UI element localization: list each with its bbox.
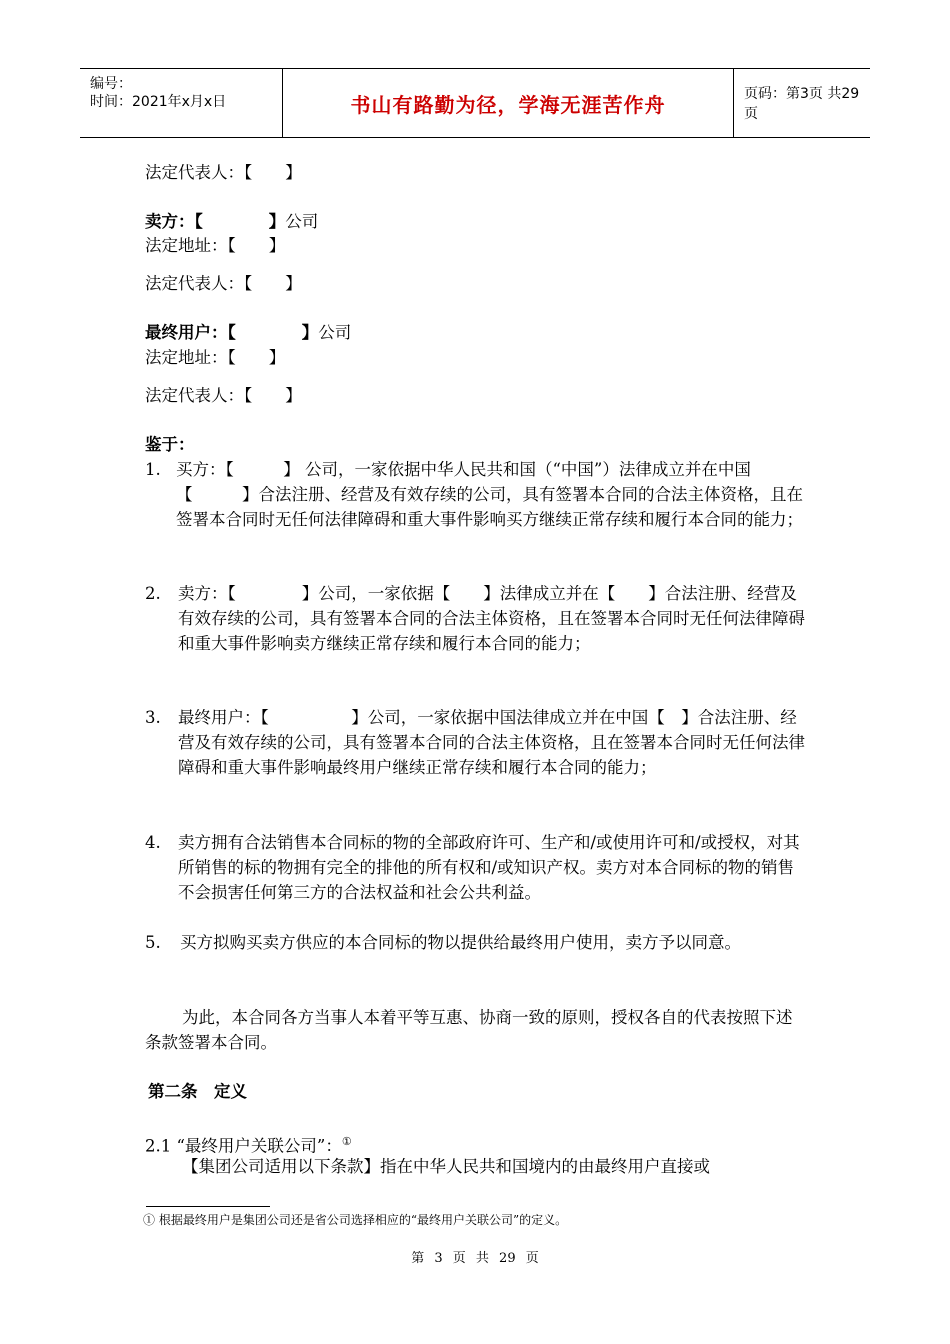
enduser-title: 最终用户：【 】 [145,323,319,342]
enduser-address: 法定地址：【 】 [145,348,286,367]
header-page-cell [734,69,870,137]
whereas-item-text: 买方：【 】 公司，一家依据中华人民共和国（“中国”）法律成立并在中国【 】合法注册、经营及有效存续的公司，具有签署本合同的合法主体资格，且在签署本合同时无任何法律障碍和重大事件影响买方继续正常存续和履行本合同的能力； [176,460,803,529]
enduser-legal-rep: 法定代表人：【 】 [145,386,302,405]
whereas-item-text: 买方拟购买卖方供应的本合同标的物以提供给最终用户使用，卖方予以同意。 [180,933,741,952]
whereas-heading: 鉴于： [145,435,195,454]
whereas-item-text: 卖方：【 】公司，一家依据【 】法律成立并在【 】合法注册、经营及有效存续的公司，具有签署本合同的合法主体资格，且在签署本合同时无任何法律障碍和重大事件影响卖方继续正常存续和履行本合同的能力； [178,584,805,653]
footnote-separator [146,1206,270,1207]
closing-paragraph: 为此，本合同各方当事人本着平等互惠、协商一致的原则，授权各自的代表按照下述条款签署本合同。 [145,1008,793,1052]
document-date: 时间：2021年x月x日 [90,94,227,110]
whereas-item-number: 5. [145,933,161,952]
buyer-legal-rep: 法定代表人：【 】 [145,163,302,182]
whereas-item-text: 卖方拥有合法销售本合同标的物的全部政府许可、生产和/或使用许可和/或授权，对其所销售的标的物拥有完全的排他的所有权和/或知识产权。卖方对本合同标的物的销售不会损害任何第三方的合法权益和社会公共利益。 [178,833,800,902]
footnote-text: ① 根据最终用户是集团公司还是省公司选择相应的“最终用户关联公司”的定义。 [143,1213,568,1227]
article-heading: 第二条 定义 [148,1082,247,1101]
clause-text: 【集团公司适用以下条款】指在中华人民共和国境内的由最终用户直接或 [182,1157,710,1176]
whereas-item-text: 最终用户：【 】公司，一家依据中国法律成立并在中国【 】合法注册、经营及有效存续的公司，具有签署本合同的合法主体资格，且在签署本合同时无任何法律障碍和重大事件影响最终用户继续正常存续和履行本合同的能力； [178,708,805,777]
whereas-item-number: 1. [145,460,161,479]
whereas-item-number: 2. [145,584,161,603]
whereas-item-number: 4. [145,833,161,852]
seller-legal-rep: 法定代表人：【 】 [145,274,302,293]
seller-suffix: 公司 [285,212,319,231]
seller-title: 卖方：【 】 [145,212,286,231]
seller-address: 法定地址：【 】 [145,236,286,255]
header-motto: 书山有路勤为径，学海无涯苦作舟 [350,92,666,117]
page-footer: 第 3 页 共 29 页 [411,1251,539,1266]
header-page-info: 页码：第3页 共29页 [744,86,860,122]
header-motto-cell [282,69,734,137]
footnote-reference: ① [341,1135,352,1148]
clause-title: 2.1 “最终用户关联公司”： [145,1136,342,1156]
enduser-line [145,320,351,345]
header-left-cell [80,69,282,137]
seller-line [145,209,318,234]
page-header [80,68,870,138]
whereas-item-number: 3. [145,708,161,727]
document-code-label: 编号： [90,76,132,92]
enduser-suffix: 公司 [318,323,352,342]
